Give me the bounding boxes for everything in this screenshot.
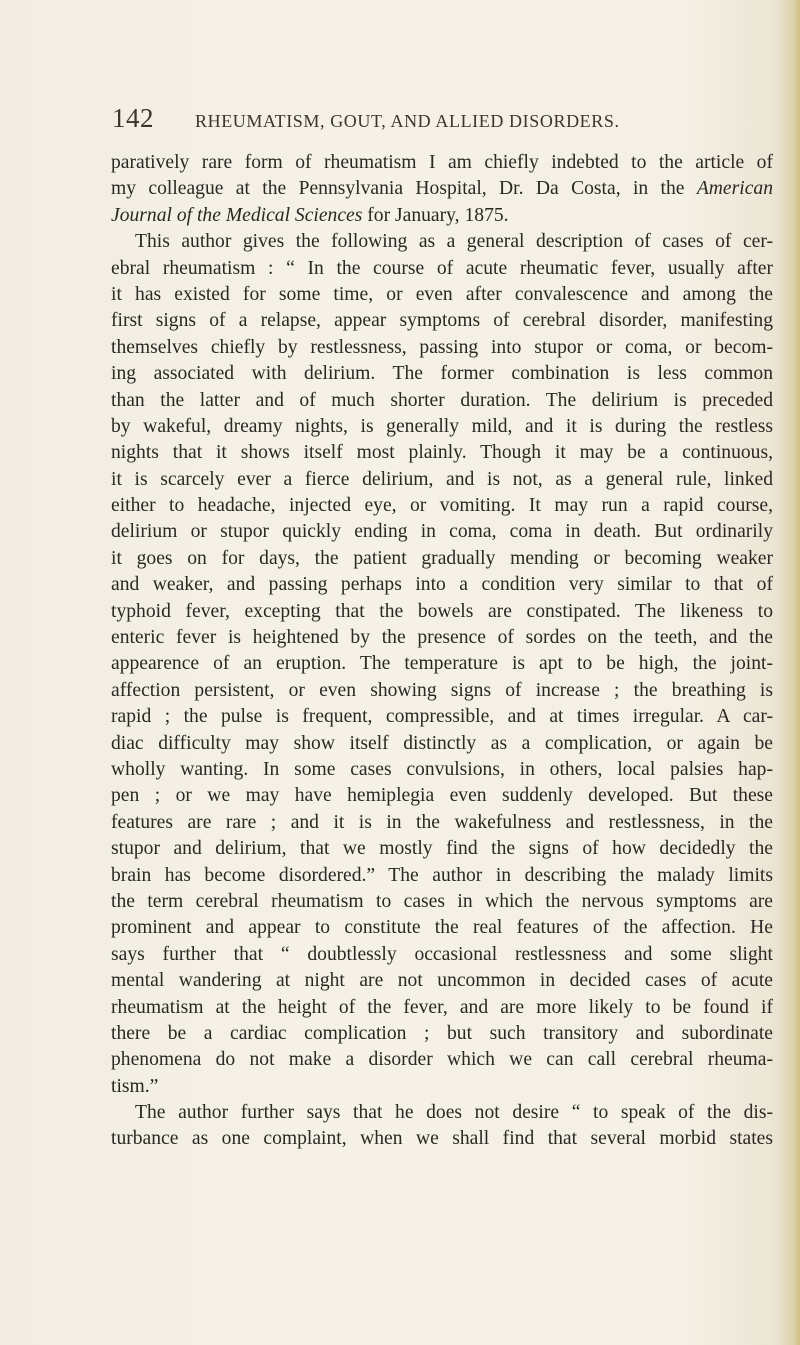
text-line-17: and weaker, and passing perhaps into a condition very similar to that of: [111, 574, 773, 596]
text-line-19: enteric fever is heightened by the presence of sordes on the teeth, and the: [111, 627, 773, 649]
body-text: [111, 150, 773, 1153]
text-line-8: themselves chiefly by restlessness, passing into stupor or coma, or becom-: [111, 336, 773, 358]
text-line-28: brain has become disordered.” The author in describing the malady limits: [111, 864, 773, 886]
text-line-20: appearence of an eruption. The temperature is apt to be high, the joint-: [111, 653, 773, 675]
text-line-16: it goes on for days, the patient gradually mending or becoming weaker: [111, 547, 773, 569]
text-line-5: ebral rheumatism : “ In the course of acute rheumatic fever, usually after: [111, 257, 773, 279]
text-line-26: features are rare ; and it is in the wakefulness and restlessness, in the: [111, 811, 773, 833]
text-line-3: Journal of the Medical Sciences for January, 1875.: [111, 204, 509, 226]
text-line-27: stupor and delirium, that we mostly find the signs of how decidedly the: [111, 838, 773, 860]
text-line-14: either to headache, injected eye, or vomiting. It may run a rapid course,: [111, 495, 773, 517]
text-line-18: typhoid fever, excepting that the bowels are constipated. The likeness to: [111, 600, 773, 622]
text-line-38: turbance as one complaint, when we shall find that several morbid states: [111, 1128, 773, 1150]
text-line-32: mental wandering at night are not uncommon in decided cases of acute: [111, 970, 773, 992]
text-line-6: it has existed for some time, or even after convalescence and among the: [111, 283, 773, 305]
text-line-21: affection persistent, or even showing signs of increase ; the breathing is: [111, 679, 773, 701]
text-line-33: rheumatism at the height of the fever, and are more likely to be found if: [111, 996, 773, 1018]
text-line-36: tism.”: [111, 1075, 159, 1097]
text-line-37: The author further says that he does not desire “ to speak of the dis-: [135, 1102, 773, 1124]
text-line-10: than the latter and of much shorter duration. The delirium is preceded: [111, 389, 773, 411]
text-line-30: prominent and appear to constitute the real features of the affection. He: [111, 917, 773, 939]
text-line-9: ing associated with delirium. The former combination is less common: [111, 363, 773, 385]
text-line-22: rapid ; the pulse is frequent, compressible, and at times irregular. A car-: [111, 706, 773, 728]
text-line-13: it is scarcely ever a fierce delirium, and is not, as a general rule, linked: [111, 468, 773, 490]
text-line-15: delirium or stupor quickly ending in coma, coma in death. But ordinarily: [111, 521, 773, 543]
text-line-24: wholly wanting. In some cases convulsions, in others, local palsies hap-: [111, 758, 773, 780]
text-line-35: phenomena do not make a disorder which we can call cerebral rheuma-: [111, 1049, 773, 1071]
text-line-7: first signs of a relapse, appear symptoms of cerebral disorder, manifesting: [111, 310, 773, 332]
page-header: [112, 100, 772, 140]
text-line-12: nights that it shows itself most plainly. Though it may be a continuous,: [111, 442, 773, 464]
text-line-25: pen ; or we may have hemiplegia even suddenly developed. But these: [111, 785, 773, 807]
text-line-34: there be a cardiac complication ; but such transitory and subordinate: [111, 1022, 773, 1044]
text-line-11: by wakeful, dreamy nights, is generally mild, and it is during the restless: [111, 415, 773, 437]
page-number: 142: [112, 103, 154, 133]
text-line-23: diac difficulty may show itself distinctly as a complication, or again be: [111, 732, 773, 754]
text-line-2: my colleague at the Pennsylvania Hospital, Dr. Da Costa, in the American: [111, 178, 773, 200]
page-edge-shadow: [778, 0, 800, 1345]
text-line-29: the term cerebral rheumatism to cases in which the nervous symptoms are: [111, 890, 773, 912]
text-line-4: This author gives the following as a general description of cases of cer-: [135, 231, 773, 253]
running-head: RHEUMATISM, GOUT, AND ALLIED DISORDERS.: [195, 111, 620, 131]
text-line-1: paratively rare form of rheumatism I am chiefly indebted to the article of: [111, 152, 773, 173]
text-line-31: says further that “ doubtlessly occasional restlessness and some slight: [111, 943, 773, 965]
